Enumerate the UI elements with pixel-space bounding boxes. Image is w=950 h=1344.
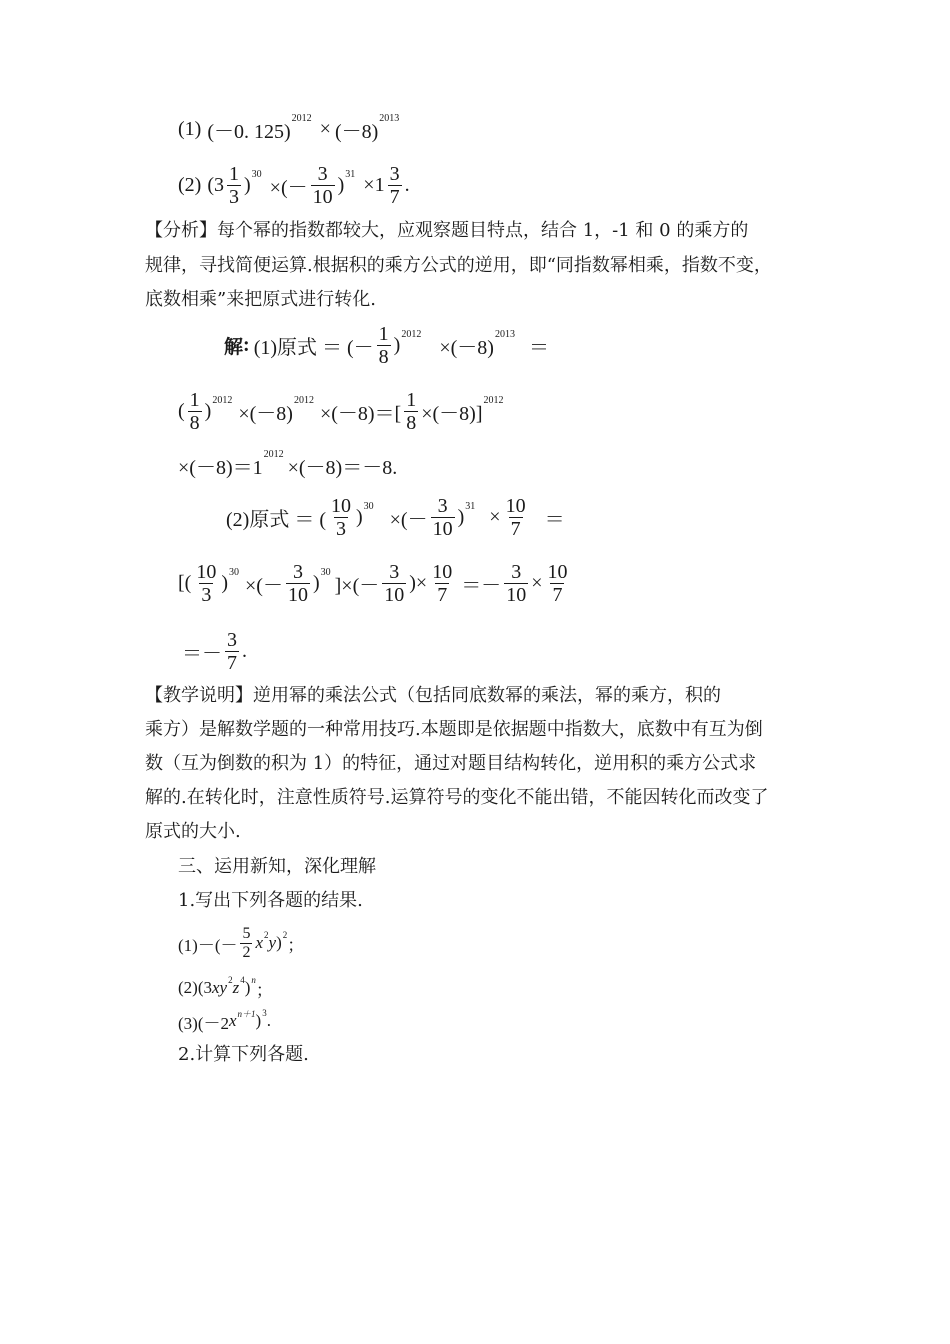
solution-2-exp-2: 2012 bbox=[293, 394, 314, 406]
solution-2-fraction-2 bbox=[404, 389, 418, 434]
solution-4-fraction-2 bbox=[431, 495, 455, 540]
solution-5-fraction-5 bbox=[504, 561, 528, 606]
problem-1-times: × bbox=[319, 117, 331, 140]
solution-5-open: [( bbox=[178, 571, 192, 594]
problem-1-label: (1) bbox=[178, 117, 202, 140]
solution-1-exp-2: 2013 bbox=[494, 328, 515, 340]
solution-4-eq: ＝ bbox=[544, 508, 565, 531]
fraction-denominator: 10 bbox=[287, 583, 308, 606]
solution-5-fraction-2 bbox=[286, 561, 310, 606]
solution-1-label: (1)原式 ＝ (－ bbox=[253, 336, 374, 359]
solution-1-rest: ×(－8) bbox=[439, 336, 494, 359]
fraction-numerator: 3 bbox=[292, 560, 303, 583]
analysis-line-1: 【分析】每个幂的指数都较大，应观察题目特点，结合 1，-1 和 0 的乘方的 bbox=[145, 220, 749, 241]
solution-4-fraction-3 bbox=[504, 495, 528, 540]
fraction-numerator: 10 bbox=[505, 494, 526, 517]
exercise-1-y: y bbox=[268, 933, 277, 952]
problem-2-close-1: ) bbox=[244, 173, 251, 196]
teaching-line-5: 原式的大小. bbox=[145, 821, 241, 842]
fraction-denominator: 7 bbox=[552, 583, 563, 606]
solution-2-exp-1: 2012 bbox=[212, 394, 233, 406]
fraction-numerator: 5 bbox=[242, 924, 251, 942]
fraction-numerator: 3 bbox=[437, 494, 448, 517]
problem-2-fraction-1 bbox=[227, 163, 241, 208]
analysis-line-2: 规律，寻找简便运算.根据积的乘方公式的逆用，即“同指数幂相乘，指数不变， bbox=[145, 255, 772, 276]
solution-4-close-2: ) bbox=[457, 505, 465, 528]
solution-5-fraction-1 bbox=[194, 561, 218, 606]
fraction-numerator: 10 bbox=[196, 560, 217, 583]
solution-colon: : bbox=[243, 333, 250, 356]
exercise-1-x-exp: 2 bbox=[264, 930, 269, 940]
problem-2-label: (2) bbox=[178, 173, 202, 196]
teaching-line-3: 数（互为倒数的积为 1）的特征，通过对题目结构转化，逆用积的乘方公式求 bbox=[145, 753, 757, 774]
exercise-1 bbox=[178, 920, 304, 966]
fraction-numerator: 3 bbox=[317, 162, 328, 185]
fraction-denominator: 10 bbox=[312, 185, 333, 208]
section-3-question-2: 2.计算下列各题. bbox=[178, 1044, 309, 1065]
solution-5-mid: ×(－ bbox=[245, 574, 283, 597]
problem-2-exp-1: 30 bbox=[251, 168, 262, 180]
fraction-denominator: 10 bbox=[506, 583, 527, 606]
solution-4-close-1: ) bbox=[355, 505, 363, 528]
exercise-2-z-exp: 4 bbox=[240, 975, 245, 985]
solution-5-mid-3: )× bbox=[409, 571, 428, 594]
solution-line-4 bbox=[226, 490, 565, 544]
exercise-1-close: ) bbox=[276, 933, 282, 952]
fraction-denominator: 8 bbox=[378, 345, 389, 368]
fraction-denominator: 7 bbox=[437, 583, 448, 606]
exercise-2-y: y bbox=[219, 978, 228, 997]
fraction-denominator: 7 bbox=[227, 651, 237, 674]
solution-1-fraction bbox=[377, 323, 391, 368]
solution-lead: 解 bbox=[224, 335, 244, 358]
problem-2-mid-2: ×1 bbox=[363, 173, 385, 196]
solution-5-close-1: ) bbox=[221, 571, 228, 594]
solution-2-mid-2: ×(－8)＝[ bbox=[319, 402, 402, 425]
problem-2-fraction-2 bbox=[311, 163, 335, 208]
solution-5-exp-1: 30 bbox=[229, 566, 239, 578]
fraction-numerator: 1 bbox=[406, 388, 417, 411]
exercise-2-end: ； bbox=[255, 980, 273, 1000]
solution-4-mid: ×(－ bbox=[389, 508, 428, 531]
exercise-3-label: (3)(－2 bbox=[178, 1013, 229, 1033]
solution-2-mid-3: ×(－8)] bbox=[421, 402, 483, 425]
solution-5-exp-2: 30 bbox=[320, 566, 331, 578]
problem-2-close-2: ) bbox=[337, 173, 345, 196]
solution-2-open: ( bbox=[178, 399, 185, 422]
fraction-denominator: 2 bbox=[242, 943, 251, 961]
fraction-denominator: 10 bbox=[432, 517, 453, 540]
section-3-question-1: 1.写出下列各题的结果. bbox=[178, 890, 363, 911]
exercise-2 bbox=[178, 974, 273, 1002]
solution-5-mid-2: ]×(－ bbox=[334, 574, 380, 597]
problem-1-exp-b: 2013 bbox=[379, 112, 400, 124]
solution-line-6 bbox=[182, 624, 247, 678]
solution-4-exp-2: 31 bbox=[465, 500, 476, 512]
solution-1-close: ) bbox=[393, 333, 401, 356]
solution-5-fraction-6 bbox=[545, 561, 569, 606]
teaching-line-2: 乘方）是解数学题的一种常用技巧.本题即是依据题中指数大，底数中有互为倒 bbox=[145, 719, 763, 740]
fraction-numerator: 3 bbox=[227, 628, 237, 651]
teaching-line-4: 解的.在转化时，注意性质符号.运算符号的变化不能出错，不能因转化而改变了 bbox=[145, 787, 769, 808]
exercise-2-exp: n bbox=[251, 975, 256, 985]
fraction-numerator: 3 bbox=[389, 560, 400, 583]
fraction-denominator: 10 bbox=[384, 583, 405, 606]
solution-6-eq: ＝－ bbox=[182, 642, 222, 665]
solution-line-3 bbox=[178, 450, 397, 480]
exercise-2-x: x bbox=[211, 978, 220, 997]
solution-5-close-2: ) bbox=[312, 571, 320, 594]
exercise-1-label: (1)－(－ bbox=[178, 935, 238, 955]
problem-2-exp-2: 31 bbox=[345, 168, 356, 180]
problem-1-base-a: (－0. 125) bbox=[207, 120, 291, 143]
exercise-3 bbox=[178, 1007, 271, 1035]
solution-5-fraction-4 bbox=[430, 561, 454, 606]
fraction-numerator: 1 bbox=[189, 388, 200, 411]
solution-6-fraction bbox=[225, 629, 239, 674]
problem-1 bbox=[178, 112, 399, 146]
exercise-1-x: x bbox=[255, 933, 264, 952]
solution-4-times: × bbox=[489, 505, 501, 528]
fraction-numerator: 3 bbox=[511, 560, 522, 583]
fraction-numerator: 3 bbox=[389, 162, 400, 185]
solution-2-fraction-1 bbox=[188, 389, 202, 434]
section-3-heading: 三、运用新知，深化理解 bbox=[178, 856, 376, 877]
fraction-numerator: 1 bbox=[378, 322, 389, 345]
problem-1-base-b: (－8) bbox=[334, 120, 379, 143]
exercise-3-end: . bbox=[266, 1011, 271, 1030]
fraction-denominator: 3 bbox=[335, 517, 346, 540]
problem-1-exp-a: 2012 bbox=[291, 112, 312, 124]
solution-line-1 bbox=[224, 318, 549, 372]
problem-2-fraction-3 bbox=[388, 163, 402, 208]
fraction-numerator: 10 bbox=[330, 494, 351, 517]
fraction-denominator: 7 bbox=[510, 517, 521, 540]
fraction-denominator: 8 bbox=[406, 411, 417, 434]
exercise-1-end: ； bbox=[287, 935, 305, 955]
solution-1-eq: ＝ bbox=[528, 336, 549, 359]
solution-1-exp: 2012 bbox=[401, 328, 422, 340]
solution-line-5 bbox=[178, 556, 572, 610]
solution-2-exp-3: 2012 bbox=[483, 394, 504, 406]
fraction-numerator: 1 bbox=[229, 162, 239, 185]
exercise-2-close: ) bbox=[244, 978, 251, 997]
solution-4-label: (2)原式 ＝ ( bbox=[226, 508, 326, 531]
analysis-line-3: 底数相乘”来把原式进行转化. bbox=[145, 289, 376, 310]
exercise-1-exp: 2 bbox=[282, 930, 288, 940]
solution-3-a: ×(－8)＝1 bbox=[178, 456, 263, 479]
exercise-2-label: (2)(3 bbox=[178, 978, 212, 997]
solution-6-end: . bbox=[242, 639, 247, 662]
exercise-3-exp: 3 bbox=[262, 1008, 267, 1018]
fraction-denominator: 7 bbox=[389, 185, 400, 208]
exercise-3-x: x bbox=[228, 1011, 237, 1030]
exercise-2-z: z bbox=[232, 978, 240, 997]
solution-2-close: ) bbox=[204, 399, 212, 422]
teaching-line-1: 【教学说明】逆用幂的乘法公式（包括同底数幂的乘法，幂的乘方，积的 bbox=[145, 685, 721, 706]
fraction-denominator: 3 bbox=[201, 583, 212, 606]
problem-2-end: . bbox=[404, 173, 410, 196]
solution-5-eq: ＝－ bbox=[461, 574, 502, 597]
fraction-denominator: 3 bbox=[229, 185, 239, 208]
solution-line-2 bbox=[178, 384, 503, 438]
solution-3-exp: 2012 bbox=[263, 448, 284, 460]
solution-4-fraction-1 bbox=[329, 495, 353, 540]
exercise-3-x-exp: n＋1 bbox=[237, 1008, 256, 1019]
solution-5-fraction-3 bbox=[382, 561, 406, 606]
problem-2-mid: ×(－ bbox=[269, 176, 308, 199]
fraction-denominator: 8 bbox=[189, 411, 200, 434]
exercise-3-close: ) bbox=[255, 1011, 262, 1030]
solution-3-b: ×(－8)＝－8. bbox=[287, 456, 398, 479]
exercise-1-fraction bbox=[240, 925, 252, 962]
solution-2-mid-1: ×(－8) bbox=[238, 402, 293, 425]
problem-2 bbox=[178, 160, 410, 210]
exercise-2-y-exp: 2 bbox=[228, 975, 233, 985]
problem-2-open: (3 bbox=[207, 173, 224, 196]
fraction-numerator: 10 bbox=[432, 560, 453, 583]
fraction-numerator: 10 bbox=[547, 560, 568, 583]
solution-5-times: × bbox=[531, 571, 543, 594]
solution-4-exp-1: 30 bbox=[363, 500, 374, 512]
